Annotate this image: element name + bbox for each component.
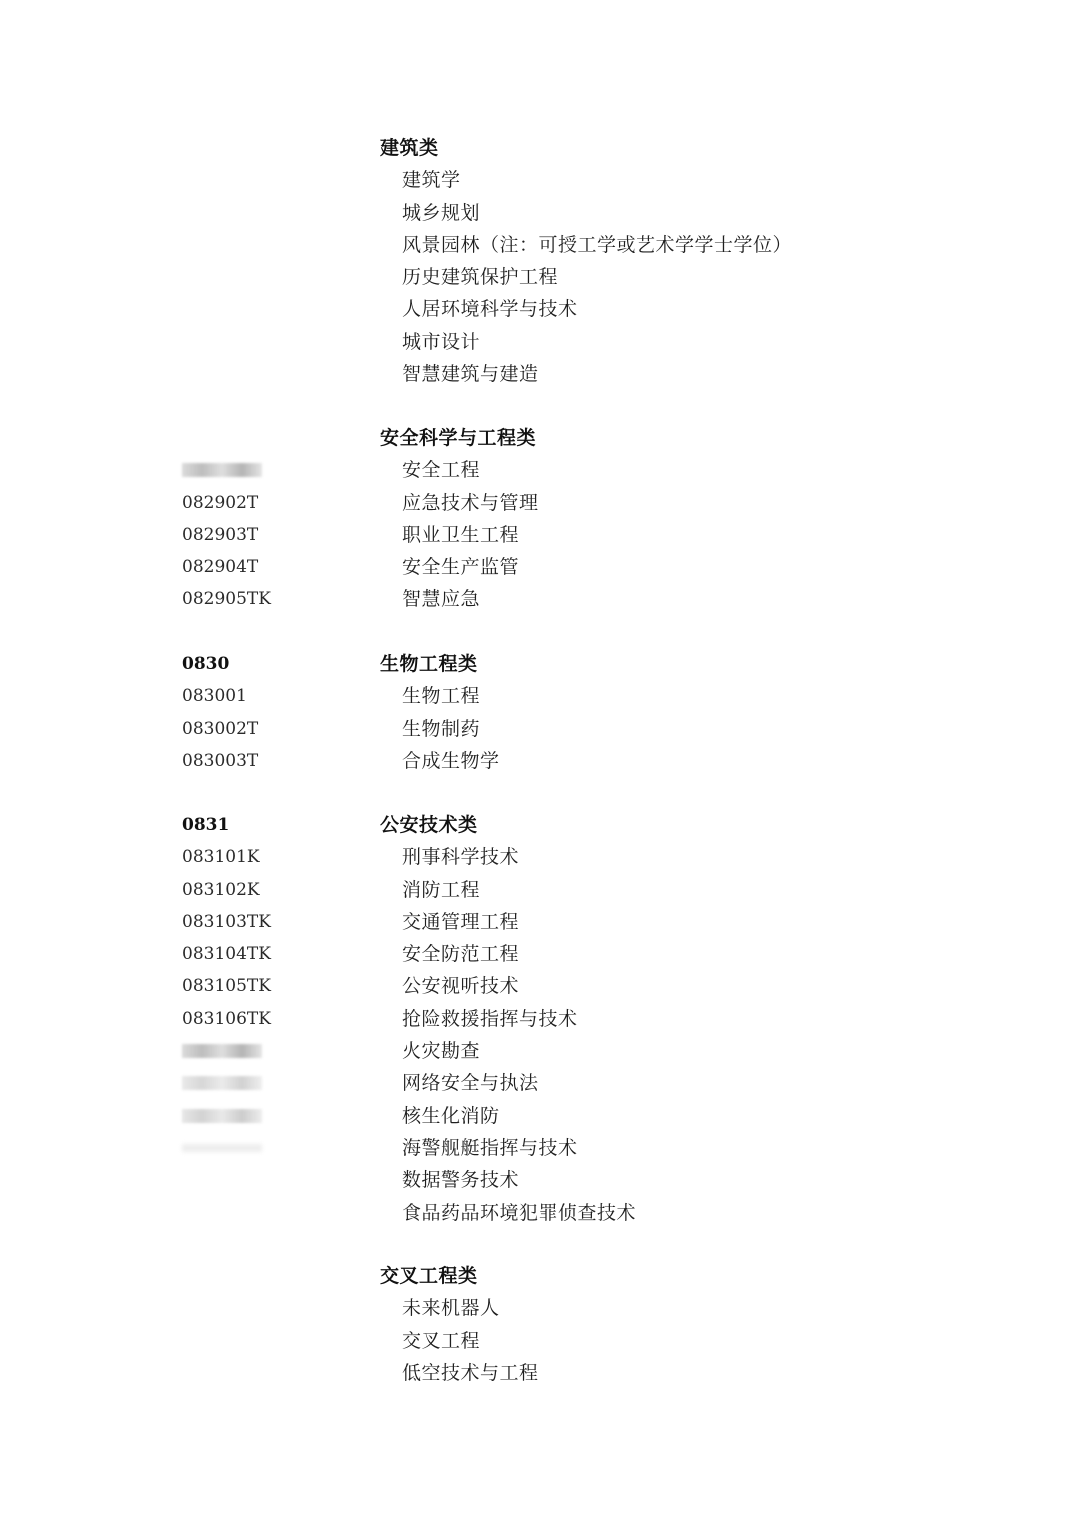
major-row bbox=[0, 358, 1080, 390]
category-title: 公安技术类 bbox=[380, 814, 478, 836]
category-group-interdisciplinary bbox=[0, 1260, 1080, 1389]
redacted-code-mark bbox=[182, 1109, 262, 1123]
category-group-safety bbox=[0, 422, 1080, 616]
major-row bbox=[0, 229, 1080, 261]
major-name: 安全生产监管 bbox=[402, 556, 520, 579]
category-header-row bbox=[0, 422, 1080, 454]
major-code: 082903T bbox=[182, 524, 259, 545]
redacted-code-mark bbox=[182, 1044, 262, 1058]
category-group-architecture bbox=[0, 132, 1080, 390]
major-row bbox=[0, 583, 1080, 615]
major-row bbox=[0, 293, 1080, 325]
major-row bbox=[0, 197, 1080, 229]
major-code: 083106TK bbox=[182, 1008, 271, 1029]
major-row bbox=[0, 841, 1080, 873]
major-row bbox=[0, 261, 1080, 293]
major-name: 安全防范工程 bbox=[402, 943, 520, 966]
major-row bbox=[0, 1292, 1080, 1324]
major-row bbox=[0, 938, 1080, 970]
major-name: 应急技术与管理 bbox=[402, 491, 539, 514]
major-name: 未来机器人 bbox=[402, 1297, 500, 1320]
major-row bbox=[0, 680, 1080, 712]
major-name: 建筑学 bbox=[402, 169, 461, 192]
redacted-code-mark bbox=[182, 1076, 262, 1090]
major-code: 083105TK bbox=[182, 976, 271, 997]
major-code: 083102K bbox=[182, 879, 260, 900]
major-row bbox=[0, 1325, 1080, 1357]
category-title: 建筑类 bbox=[380, 137, 439, 159]
major-name: 生物制药 bbox=[402, 717, 481, 740]
category-header-row bbox=[0, 809, 1080, 841]
major-code: 082904T bbox=[182, 557, 259, 578]
major-name: 交通管理工程 bbox=[402, 910, 520, 933]
major-name: 刑事科学技术 bbox=[402, 846, 520, 869]
major-name: 海警舰艇指挥与技术 bbox=[402, 1136, 578, 1159]
major-name: 人居环境科学与技术 bbox=[402, 298, 578, 321]
major-name: 消防工程 bbox=[402, 878, 481, 901]
major-row bbox=[0, 487, 1080, 519]
major-row bbox=[0, 454, 1080, 486]
major-row bbox=[0, 713, 1080, 745]
category-title: 生物工程类 bbox=[380, 653, 478, 675]
major-name: 交叉工程 bbox=[402, 1329, 481, 1352]
category-group-bioengineering bbox=[0, 648, 1080, 777]
major-row bbox=[0, 1100, 1080, 1132]
redacted-code-mark bbox=[182, 463, 262, 477]
category-header-row bbox=[0, 1260, 1080, 1292]
major-name: 公安视听技术 bbox=[402, 975, 520, 998]
major-row bbox=[0, 745, 1080, 777]
major-name: 智慧应急 bbox=[402, 588, 481, 611]
major-name: 生物工程 bbox=[402, 685, 481, 708]
category-code: 0830 bbox=[182, 654, 230, 674]
category-title: 交叉工程类 bbox=[380, 1265, 478, 1287]
major-name: 低空技术与工程 bbox=[402, 1361, 539, 1384]
major-row bbox=[0, 326, 1080, 358]
major-name: 火灾勘查 bbox=[402, 1040, 481, 1063]
major-row bbox=[0, 519, 1080, 551]
redacted-code-mark bbox=[182, 1144, 262, 1152]
major-name: 风景园林（注：可授工学或艺术学学士学位） bbox=[402, 233, 793, 256]
major-code: 083104TK bbox=[182, 944, 271, 965]
major-row bbox=[0, 1197, 1080, 1229]
major-row bbox=[0, 1067, 1080, 1099]
category-header-row bbox=[0, 648, 1080, 680]
category-title: 安全科学与工程类 bbox=[380, 427, 537, 449]
major-row bbox=[0, 1132, 1080, 1164]
major-row bbox=[0, 906, 1080, 938]
major-code: 083103TK bbox=[182, 911, 271, 932]
category-group-public-security bbox=[0, 809, 1080, 1229]
major-name: 食品药品环境犯罪侦查技术 bbox=[402, 1201, 637, 1224]
major-row bbox=[0, 551, 1080, 583]
major-code: 083001 bbox=[182, 686, 247, 707]
major-name: 抢险救援指挥与技术 bbox=[402, 1007, 578, 1030]
major-name: 职业卫生工程 bbox=[402, 523, 520, 546]
major-row bbox=[0, 164, 1080, 196]
major-code: 083002T bbox=[182, 718, 259, 739]
major-name: 合成生物学 bbox=[402, 749, 500, 772]
major-row bbox=[0, 1035, 1080, 1067]
category-header-row bbox=[0, 132, 1080, 164]
major-code: 083003T bbox=[182, 750, 259, 771]
major-code: 083101K bbox=[182, 847, 260, 868]
major-name: 智慧建筑与建造 bbox=[402, 363, 539, 386]
major-name: 城乡规划 bbox=[402, 201, 481, 224]
major-name: 网络安全与执法 bbox=[402, 1072, 539, 1095]
major-name: 安全工程 bbox=[402, 459, 481, 482]
major-row bbox=[0, 1357, 1080, 1389]
major-row bbox=[0, 1003, 1080, 1035]
category-code: 0831 bbox=[182, 815, 230, 835]
major-row bbox=[0, 1164, 1080, 1196]
major-row bbox=[0, 874, 1080, 906]
major-name: 历史建筑保护工程 bbox=[402, 266, 559, 289]
major-name: 核生化消防 bbox=[402, 1104, 500, 1127]
major-name: 数据警务技术 bbox=[402, 1169, 520, 1192]
major-code: 082902T bbox=[182, 492, 259, 513]
major-row bbox=[0, 970, 1080, 1002]
major-code: 082905TK bbox=[182, 589, 271, 610]
major-name: 城市设计 bbox=[402, 330, 481, 353]
